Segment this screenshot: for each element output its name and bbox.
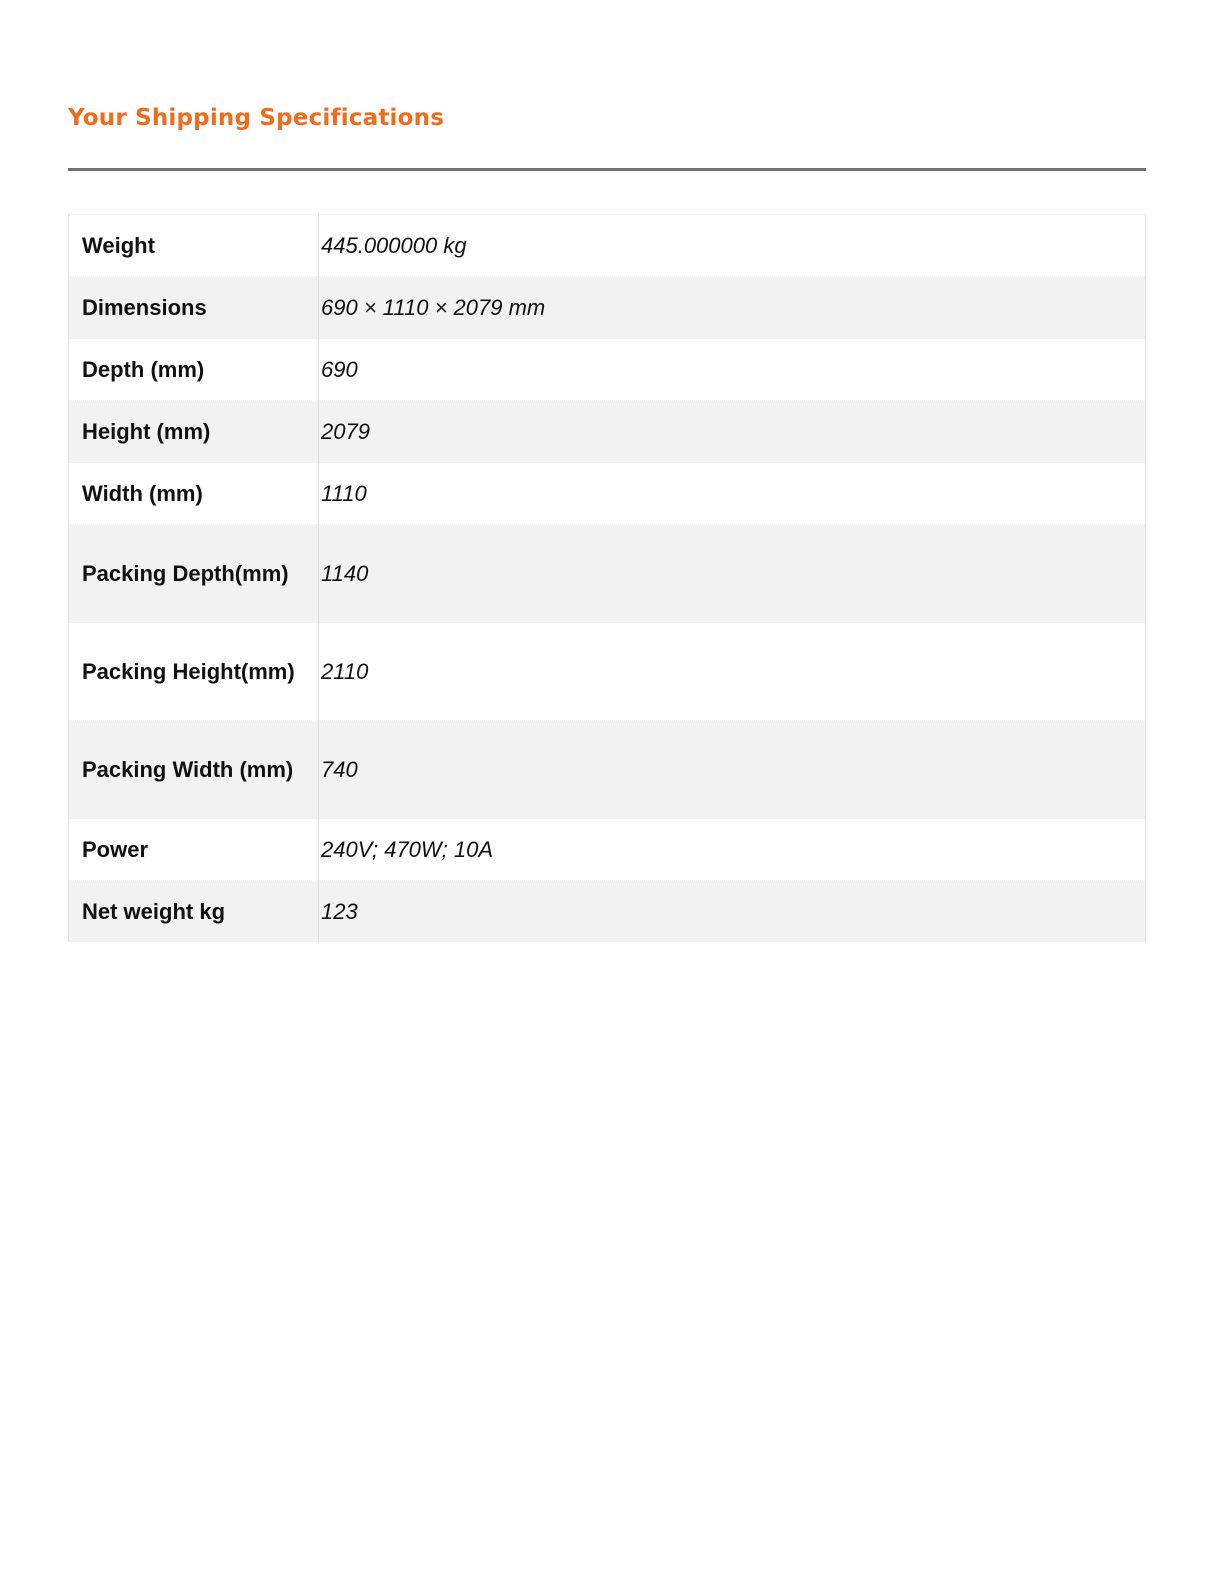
spec-value: 1140: [319, 525, 1146, 623]
section-title: Your Shipping Specifications: [68, 105, 445, 131]
title-divider: [68, 168, 1146, 171]
table-row: [69, 881, 1146, 943]
spec-label: Packing Width (mm): [69, 721, 319, 819]
spec-value: 740: [319, 721, 1146, 819]
spec-label: Dimensions: [69, 277, 319, 339]
spec-label: Packing Height(mm): [69, 623, 319, 721]
table-row: [69, 463, 1146, 525]
spec-value: 690 × 1110 × 2079 mm: [319, 277, 1146, 339]
spec-value: 123: [319, 881, 1146, 943]
spec-label: Depth (mm): [69, 339, 319, 401]
spec-value: 2110: [319, 623, 1146, 721]
spec-value: 445.000000 kg: [319, 215, 1146, 277]
spec-label: Height (mm): [69, 401, 319, 463]
table-row: [69, 277, 1146, 339]
table-row: [69, 401, 1146, 463]
spec-label: Width (mm): [69, 463, 319, 525]
spec-value: 1110: [319, 463, 1146, 525]
table-row: [69, 339, 1146, 401]
spec-label: Net weight kg: [69, 881, 319, 943]
spec-label: Weight: [69, 215, 319, 277]
spec-value: 2079: [319, 401, 1146, 463]
table-row: [69, 721, 1146, 819]
shipping-specs-table: [68, 214, 1146, 942]
spec-label: Power: [69, 819, 319, 881]
table-row: [69, 215, 1146, 277]
spec-value: 240V; 470W; 10A: [319, 819, 1146, 881]
table-row: [69, 525, 1146, 623]
spec-label: Packing Depth(mm): [69, 525, 319, 623]
spec-value: 690: [319, 339, 1146, 401]
table-row: [69, 623, 1146, 721]
table-row: [69, 819, 1146, 881]
